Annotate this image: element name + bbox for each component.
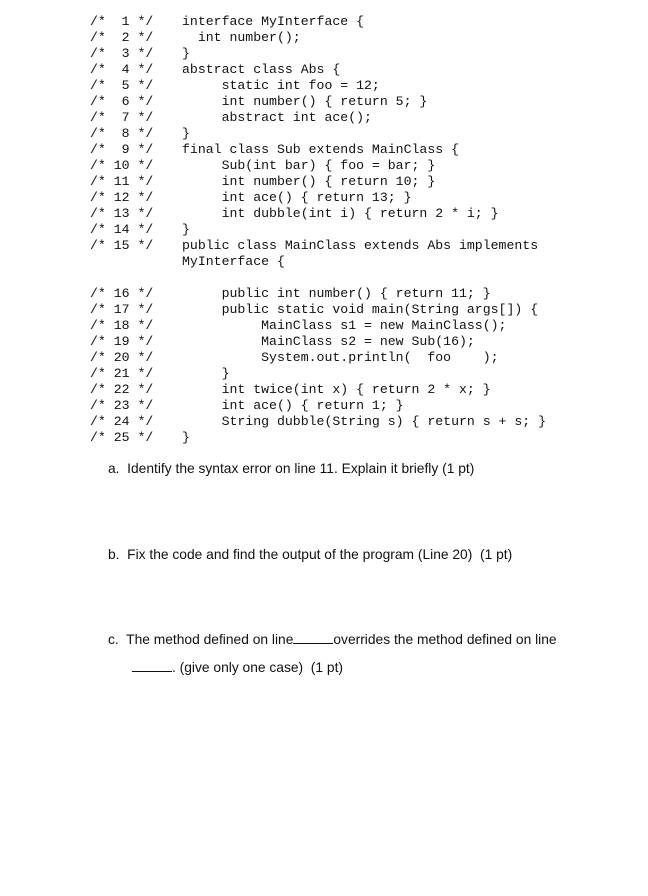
question-c (108, 631, 557, 647)
code-text: } (182, 366, 230, 381)
line-number: /* 21 */ (90, 366, 154, 381)
code-text: System.out.println( foo ); (182, 350, 499, 365)
line-number: /* 10 */ (90, 158, 154, 173)
line-number: /* 11 */ (90, 174, 154, 189)
line-number: /* 19 */ (90, 334, 154, 349)
code-text: int dubble(int i) { return 2 * i; } (182, 206, 499, 221)
question-c-text-2: overrides the method defined on line (333, 632, 557, 647)
line-number: /* 16 */ (90, 286, 154, 301)
code-text: abstract class Abs { (182, 62, 341, 77)
line-number: /* 13 */ (90, 206, 154, 221)
code-text: MainClass s2 = new Sub(16); (182, 334, 475, 349)
line-number: /* 25 */ (90, 430, 154, 445)
code-text: interface MyInterface { (182, 14, 365, 29)
code-text: public int number() { return 11; } (182, 286, 491, 301)
line-number: /* 3 */ (90, 46, 154, 61)
code-text: int twice(int x) { return 2 * x; } (182, 382, 491, 397)
code-text: String dubble(String s) { return s + s; } (182, 414, 547, 429)
code-text: Sub(int bar) { foo = bar; } (182, 158, 436, 173)
line-number: /* 2 */ (90, 30, 154, 45)
code-text: } (182, 46, 190, 61)
line-number: /* 22 */ (90, 382, 154, 397)
line-number: /* 12 */ (90, 190, 154, 205)
code-text: int ace() { return 1; } (182, 398, 404, 413)
line-number: /* 8 */ (90, 126, 154, 141)
code-text: } (182, 222, 190, 237)
line-number: /* 6 */ (90, 94, 154, 109)
question-c-text-3: . (give only one case) (1 pt) (172, 660, 344, 675)
line-number: /* 24 */ (90, 414, 154, 429)
code-text: abstract int ace(); (182, 110, 372, 125)
line-number: /* 1 */ (90, 14, 154, 29)
line-number: /* 5 */ (90, 78, 154, 93)
code-text: MainClass s1 = new MainClass(); (182, 318, 507, 333)
code-text: int number() { return 10; } (182, 174, 436, 189)
code-text: int number(); (182, 30, 301, 45)
code-text: int ace() { return 13; } (182, 190, 412, 205)
line-number: /* 17 */ (90, 302, 154, 317)
question-b: b. Fix the code and find the output of the program (Line 20) (1 pt) (108, 547, 513, 562)
line-number: /* 7 */ (90, 110, 154, 125)
line-number: /* 14 */ (90, 222, 154, 237)
code-text: } (182, 430, 190, 445)
code-text: public static void main(String args[]) { (182, 302, 539, 317)
line-number: /* 4 */ (90, 62, 154, 77)
question-a: a. Identify the syntax error on line 11. Explain it briefly (1 pt) (108, 461, 475, 476)
line-number: /* 23 */ (90, 398, 154, 413)
line-number: /* 20 */ (90, 350, 154, 365)
line-number: /* 15 */ (90, 238, 154, 253)
question-c-cont (132, 659, 343, 675)
line-number: /* 9 */ (90, 142, 154, 157)
answer-blank-2[interactable] (132, 659, 172, 672)
code-text: } (182, 126, 190, 141)
code-text: public class MainClass extends Abs implements (182, 238, 539, 253)
answer-blank-1[interactable] (293, 631, 333, 644)
question-c-text-1: c. The method defined on line (108, 632, 294, 647)
code-text: static int foo = 12; (182, 78, 380, 93)
code-text: MyInterface { (182, 254, 285, 269)
code-text: int number() { return 5; } (182, 94, 428, 109)
line-number: /* 18 */ (90, 318, 154, 333)
code-text: final class Sub extends MainClass { (182, 142, 459, 157)
